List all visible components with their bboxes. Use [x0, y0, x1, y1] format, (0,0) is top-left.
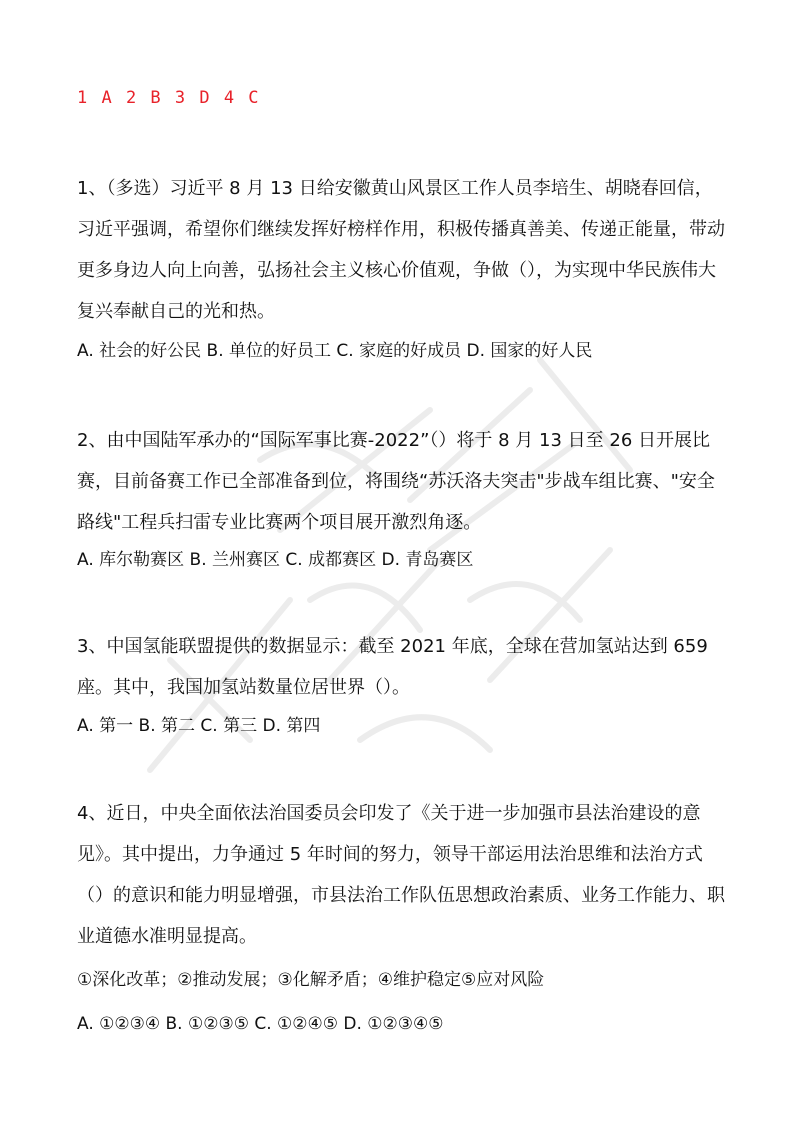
- question-3-options: A. 第一 B. 第二 C. 第三 D. 第四: [77, 716, 321, 736]
- question-1-options: A. 社会的好公民 B. 单位的好员工 C. 家庭的好成员 D. 国家的好人民: [77, 341, 593, 361]
- question-4-choice-list: ①深化改革；②推动发展；③化解矛盾；④维护稳定⑤应对风险: [77, 970, 545, 990]
- question-2-text: 2、由中国陆军承办的“国际军事比赛-2022”（）将于 8 月 13 日至 26 日开展比赛，目前备赛工作已全部准备到位，将围绕“苏沃洛夫突击"步战车组比赛、"安全路线"工程兵扫雷专业比赛两个项目展开激烈角逐。: [77, 430, 715, 533]
- question-4-text: 4、近日，中央全面依法治国委员会印发了《关于进一步加强市县法治建设的意见》。其中提出，力争通过 5 年时间的努力，领导干部运用法治思维和法治方式（）的意识和能力明显增强，市县法治工作队伍思想政治素质、业务工作能力、职业道德水准明显提高。: [77, 803, 725, 947]
- question-1-text: 1、（多选）习近平 8 月 13 日给安徽黄山风景区工作人员李培生、胡晓春回信，习近平强调，希望你们继续发挥好榜样作用，积极传播真善美、传递正能量，带动更多身边人向上向善，弘扬社会主义核心价值观，争做（），为实现中华民族伟大复兴奉献自己的光和热。: [77, 178, 725, 322]
- answer-key: 1 A 2 B 3 D 4 C: [77, 88, 261, 108]
- question-4-options: A. ①②③④ B. ①②③⑤ C. ①②④⑤ D. ①②③④⑤: [77, 1014, 444, 1034]
- question-2-options: A. 库尔勒赛区 B. 兰州赛区 C. 成都赛区 D. 青岛赛区: [77, 550, 474, 570]
- question-3-text: 3、中国氢能联盟提供的数据显示：截至 2021 年底，全球在营加氢站达到 659 座。其中，我国加氢站数量位居世界（）。: [77, 636, 708, 698]
